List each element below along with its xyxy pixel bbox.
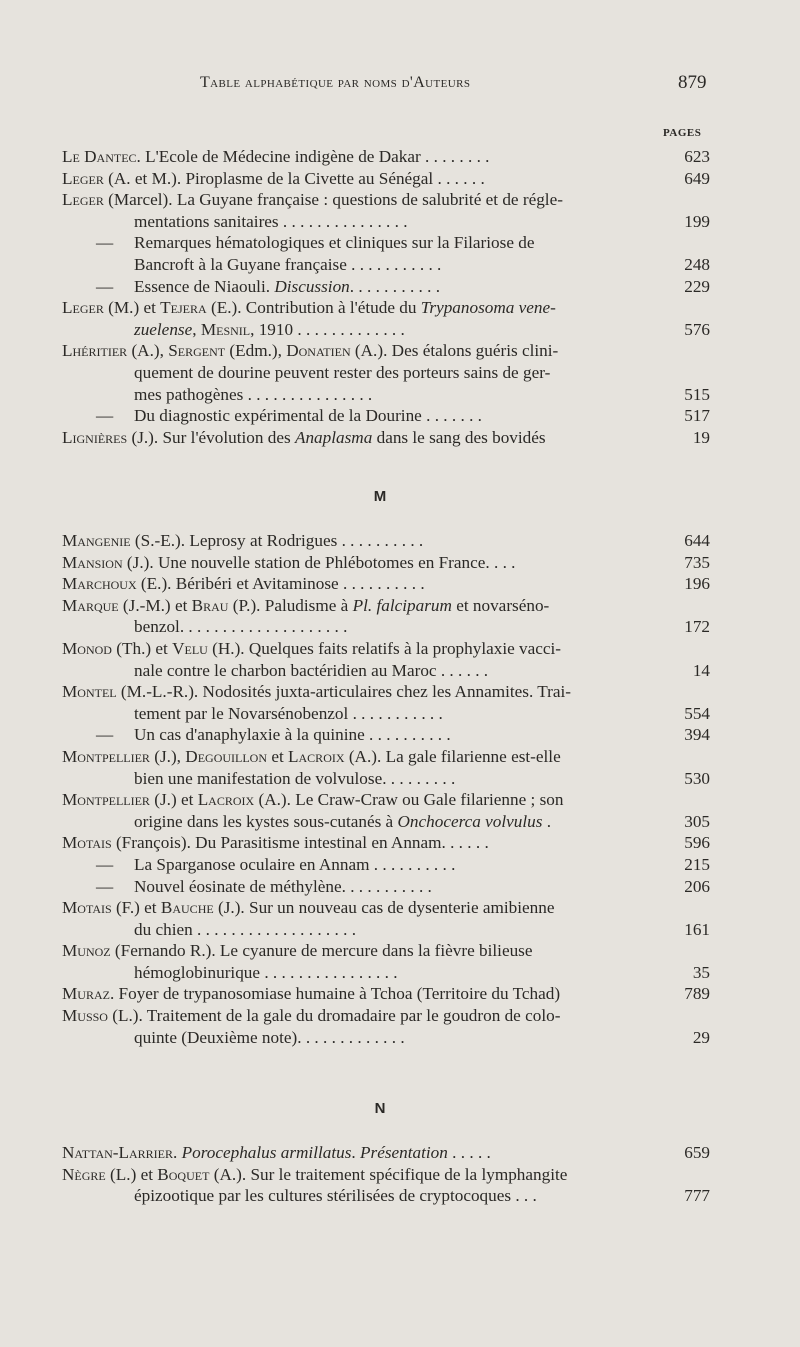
- entry-text: du chien . . . . . . . . . . . . . . . . . . .: [134, 919, 356, 939]
- index-line: [62, 340, 710, 362]
- entry-text: Leger (M.) et Tejera (E.). Contribution à l'étude du Trypanosoma vene-: [62, 298, 556, 318]
- index-line: [62, 983, 710, 1005]
- entry-text: Munoz (Fernando R.). Le cyanure de mercure dans la fièvre bilieuse: [62, 941, 533, 961]
- index-line: [62, 638, 710, 660]
- entry-page-number: 196: [684, 574, 710, 594]
- entry-text: Lhéritier (A.), Sergent (Edm.), Donatien (A.). Des étalons guéris clini-: [62, 341, 559, 361]
- index-line: [62, 962, 710, 984]
- entry-page-number: 596: [684, 833, 710, 853]
- entry-text: Motais (François). Du Parasitisme intestinal en Annam. . . . . .: [62, 833, 489, 853]
- entry-text: mes pathogènes . . . . . . . . . . . . . . .: [134, 384, 373, 404]
- entry-page-number: 19: [692, 427, 710, 447]
- entry-page-number: 517: [684, 406, 710, 426]
- entry-text: benzol. . . . . . . . . . . . . . . . . . . .: [134, 617, 348, 637]
- index-line: [62, 919, 710, 941]
- entry-text: Marque (J.-M.) et Brau (P.). Paludisme à Pl. falciparum et novarséno-: [62, 595, 550, 615]
- index-line: [62, 530, 710, 552]
- entry-text: Motais (F.) et Bauche (J.). Sur un nouveau cas de dysenterie amibienne: [62, 898, 555, 918]
- entry-text: Musso (L.). Traitement de la gale du dromadaire par le goudron de colo-: [62, 1006, 561, 1026]
- index-line: [62, 854, 710, 876]
- entry-text: Mangenie (S.-E.). Leprosy at Rodrigues . . . . . . . . . .: [62, 531, 424, 550]
- index-line: [62, 146, 710, 168]
- entry-page-number: 199: [684, 211, 710, 231]
- index-line: [62, 768, 710, 790]
- ditto-dash: —: [96, 406, 114, 426]
- entry-text: bien une manifestation de volvulose. . . . . . . . .: [134, 768, 456, 788]
- ditto-dash: —: [96, 233, 114, 253]
- index-line: [62, 405, 710, 427]
- entry-text: zuelense, Mesnil, 1910 . . . . . . . . . . . . .: [134, 319, 405, 339]
- index-line: [62, 1027, 710, 1049]
- index-line: [62, 789, 710, 811]
- section-letter-m: M: [373, 488, 387, 505]
- entry-text: hémoglobinurique . . . . . . . . . . . . . . . .: [134, 962, 398, 982]
- entry-page-number: 248: [684, 254, 710, 274]
- index-line: [62, 319, 710, 341]
- ditto-dash: —: [96, 854, 114, 874]
- entry-text: Du diagnostic expérimental de la Dourine . . . . . . .: [134, 406, 482, 426]
- entry-text: Leger (A. et M.). Piroplasme de la Civette au Sénégal . . . . . .: [62, 168, 485, 188]
- entry-page-number: 394: [684, 725, 710, 745]
- index-line: [62, 876, 710, 898]
- index-section-n: [62, 1142, 710, 1207]
- ditto-dash: —: [96, 276, 114, 296]
- index-line: [62, 1005, 710, 1027]
- section-letter-n: N: [374, 1100, 386, 1117]
- entry-text: Nattan-Larrier. Porocephalus armillatus. Présentation . . . . .: [62, 1143, 491, 1162]
- index-line: [62, 276, 710, 298]
- index-line: [62, 681, 710, 703]
- entry-text: nale contre le charbon bactéridien au Maroc . . . . . .: [134, 660, 489, 680]
- index-line: [62, 703, 710, 725]
- entry-page-number: 305: [684, 811, 710, 831]
- index-line: [62, 811, 710, 833]
- entry-text: Montpellier (J.) et Lacroix (A.). Le Craw-Craw ou Gale filarienne ; son: [62, 790, 564, 810]
- entry-text: Muraz. Foyer de trypanosomiase humaine à Tchoa (Territoire du Tchad): [62, 984, 561, 1004]
- entry-text: mentations sanitaires . . . . . . . . . . . . . . .: [134, 211, 408, 231]
- entry-page-number: 29: [692, 1027, 710, 1047]
- index-line: [62, 573, 710, 595]
- page-number: 879: [678, 72, 707, 93]
- index-line: [62, 384, 710, 406]
- entry-text: Lignières (J.). Sur l'évolution des Anaplasma dans le sang des bovidés: [62, 427, 546, 447]
- entry-text: épizootique par les cultures stérilisées de cryptocoques . . .: [134, 1186, 537, 1206]
- index-line: [62, 362, 710, 384]
- entry-text: quement de dourine peuvent rester des porteurs sains de ger-: [134, 362, 551, 382]
- entry-page-number: 530: [684, 768, 710, 788]
- index-line: [62, 1185, 710, 1207]
- index-line: [62, 616, 710, 638]
- index-line: [62, 832, 710, 854]
- index-section-m: [62, 530, 710, 1048]
- entry-page-number: 554: [684, 703, 710, 723]
- entry-text: Nègre (L.) et Boquet (A.). Sur le traitement spécifique de la lymphangite: [62, 1164, 568, 1184]
- ditto-dash: —: [96, 725, 114, 745]
- entry-page-number: 206: [684, 876, 710, 896]
- entry-text: Montel (M.-L.-R.). Nodosités juxta-articulaires chez les Annamites. Trai-: [62, 682, 572, 702]
- index-line: [62, 1164, 710, 1186]
- entry-page-number: 576: [684, 319, 710, 339]
- ditto-dash: —: [96, 876, 114, 896]
- entry-text: La Sparganose oculaire en Annam . . . . . . . . . .: [134, 854, 456, 874]
- index-line: [62, 897, 710, 919]
- entry-text: origine dans les kystes sous-cutanés à Onchocerca volvulus .: [134, 811, 552, 831]
- pages-column-label: PAGES: [663, 127, 702, 139]
- index-line: [62, 940, 710, 962]
- entry-text: quinte (Deuxième note). . . . . . . . . . . . .: [134, 1027, 405, 1047]
- entry-page-number: 172: [684, 617, 710, 637]
- running-head: Table alphabétique par noms d'Auteurs: [200, 74, 471, 91]
- index-line: [62, 211, 710, 233]
- index-section-l: [62, 146, 710, 448]
- entry-page-number: 215: [684, 854, 710, 874]
- entry-text: Mansion (J.). Une nouvelle station de Phlébotomes en France. . . .: [62, 552, 516, 572]
- entry-text: Un cas d'anaphylaxie à la quinine . . . . . . . . . .: [134, 725, 451, 745]
- index-line: [62, 297, 710, 319]
- index-line: [62, 1142, 710, 1164]
- index-line: [62, 595, 710, 617]
- entry-page-number: 35: [692, 962, 710, 982]
- index-line: [62, 254, 710, 276]
- entry-text: Leger (Marcel). La Guyane française : questions de salubrité et de régle-: [62, 190, 563, 210]
- index-line: [62, 427, 710, 449]
- entry-text: tement par le Novarsénobenzol . . . . . . . . . . .: [134, 703, 443, 723]
- entry-text: Nouvel éosinate de méthylène. . . . . . . . . . .: [134, 876, 432, 896]
- entry-page-number: 735: [684, 552, 710, 572]
- index-line: [62, 660, 710, 682]
- entry-text: Montpellier (J.), Degouillon et Lacroix (A.). La gale filarienne est-elle: [62, 746, 561, 766]
- index-line: [62, 552, 710, 574]
- entry-page-number: 644: [684, 531, 710, 550]
- entry-page-number: 14: [692, 660, 710, 680]
- entry-page-number: 161: [684, 919, 710, 939]
- entry-page-number: 623: [684, 147, 710, 166]
- entry-page-number: 777: [684, 1186, 710, 1206]
- index-line: [62, 189, 710, 211]
- entry-text: Marchoux (E.). Béribéri et Avitaminose . . . . . . . . . .: [62, 574, 425, 594]
- entry-page-number: 229: [684, 276, 710, 296]
- index-line: [62, 724, 710, 746]
- entry-page-number: 649: [684, 168, 710, 188]
- index-line: [62, 168, 710, 190]
- entry-text: Monod (Th.) et Velu (H.). Quelques faits relatifs à la prophylaxie vacci-: [62, 638, 562, 658]
- index-line: [62, 232, 710, 254]
- entry-text: Bancroft à la Guyane française . . . . . . . . . . .: [134, 254, 442, 274]
- entry-text: Le Dantec. L'Ecole de Médecine indigène de Dakar . . . . . . . .: [62, 147, 490, 166]
- entry-page-number: 515: [684, 384, 710, 404]
- index-line: [62, 746, 710, 768]
- entry-text: Remarques hématologiques et cliniques sur la Filariose de: [134, 233, 535, 253]
- entry-text: Essence de Niaouli. Discussion. . . . . . . . . . .: [134, 276, 441, 296]
- entry-page-number: 789: [684, 984, 710, 1004]
- entry-page-number: 659: [684, 1143, 710, 1162]
